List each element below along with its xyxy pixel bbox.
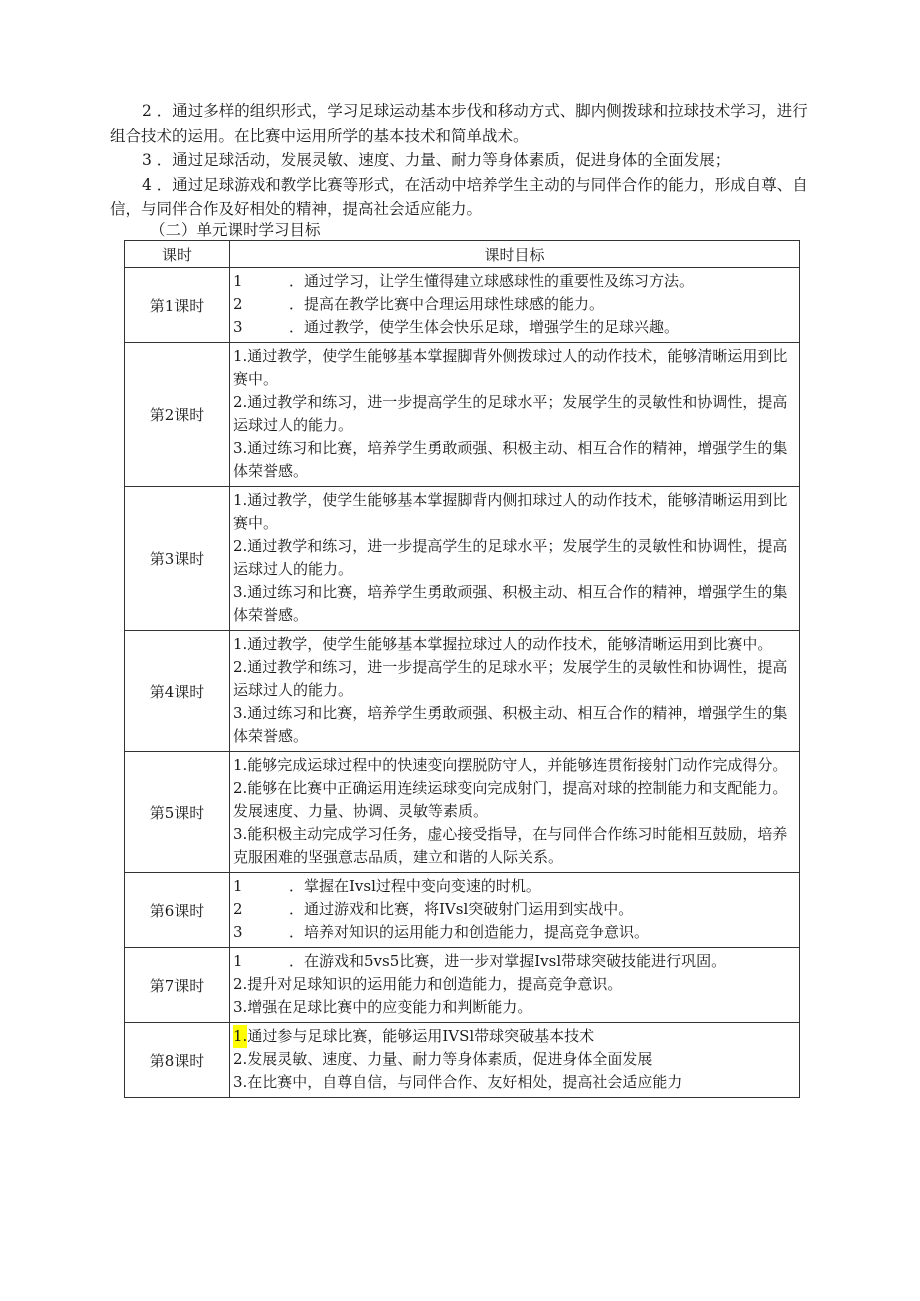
goal-text: ．掌握在Ivsl过程中变向变速的时机。 (289, 877, 541, 895)
goal-text: ．通过学习，让学生懂得建立球感球性的重要性及练习方法。 (289, 272, 695, 290)
goal-item: 1.通过教学，使学生能够基本掌握拉球过人的动作技术，能够清晰运用到比赛中。 (233, 635, 773, 653)
goal-number: 1 (233, 272, 243, 290)
goals-cell (230, 948, 800, 1023)
table-row (125, 1023, 800, 1098)
goal-item: 2.发展灵敏、速度、力量、耐力等身体素质，促进身体全面发展 (233, 1050, 653, 1068)
goal-item: 3.能积极主动完成学习任务，虚心接受指导，在与同伴合作练习时能相互鼓励，培养克服困难的坚强意志品质，建立和谐的人际关系。 (233, 825, 788, 866)
goals-cell (230, 631, 800, 752)
table-body (125, 268, 800, 1098)
goal-item: 2.通过教学和练习，进一步提高学生的足球水平；发展学生的灵敏性和协调性，提高运球过人的能力。 (233, 658, 788, 699)
goal-item (233, 293, 795, 316)
header-goals: 课时目标 (230, 241, 800, 268)
goal-number: 2 (233, 295, 243, 313)
goal-number: 2 (233, 900, 243, 918)
goal-item: 2.能够在比赛中正确运用连续运球变向完成射门，提高对球的控制能力和支配能力。发展速度、力量、协调、灵敏等素质。 (233, 779, 788, 820)
table-row (125, 948, 800, 1023)
table-row (125, 487, 800, 631)
goals-cell (230, 487, 800, 631)
goal-item: 3.通过练习和比赛，培养学生勇敢顽强、积极主动、相互合作的精神，增强学生的集体荣誉感。 (233, 583, 788, 624)
section-title: （二）单元课时学习目标 (150, 221, 321, 239)
goal-item: 3.增强在足球比赛中的应变能力和判断能力。 (233, 998, 533, 1016)
lesson-cell: 第2课时 (125, 343, 230, 487)
goal-text: ．通过游戏和比赛，将IVsl突破射门运用到实战中。 (289, 900, 634, 918)
goals-cell (230, 343, 800, 487)
goal-number: 1 (233, 877, 243, 895)
goals-cell (230, 1023, 800, 1098)
goals-cell (230, 268, 800, 343)
goal-item (233, 875, 795, 898)
goal-item: 2.通过教学和练习，进一步提高学生的足球水平；发展学生的灵敏性和协调性，提高运球过人的能力。 (233, 537, 788, 578)
table-header-row (125, 241, 800, 268)
goal-text: ．提高在教学比赛中合理运用球性球感的能力。 (289, 295, 605, 313)
goal-item: 2.通过教学和练习，进一步提高学生的足球水平；发展学生的灵敏性和协调性，提高运球过人的能力。 (233, 393, 788, 434)
table-row (125, 873, 800, 948)
goal-item: 1.通过教学，使学生能够基本掌握脚背内侧扣球过人的动作技术，能够清晰运用到比赛中。 (233, 491, 788, 532)
goal-item: 3.通过练习和比赛，培养学生勇敢顽强、积极主动、相互合作的精神，增强学生的集体荣誉感。 (233, 704, 788, 745)
goal-number-highlighted: 1. (233, 1025, 247, 1048)
goal-text: ．通过教学，使学生体会快乐足球，增强学生的足球兴趣。 (289, 318, 680, 336)
lesson-cell: 第6课时 (125, 873, 230, 948)
goals-cell (230, 752, 800, 873)
goal-item (233, 316, 795, 339)
goal-item (233, 921, 795, 944)
goal-item (233, 270, 795, 293)
goal-number: 3 (233, 923, 243, 941)
goal-item: 2.提升对足球知识的运用能力和创造能力，提高竞争意识。 (233, 975, 623, 993)
lesson-cell: 第3课时 (125, 487, 230, 631)
table-row (125, 268, 800, 343)
goal-item: 1.通过教学，使学生能够基本掌握脚背外侧拨球过人的动作技术，能够清晰运用到比赛中。 (233, 347, 788, 388)
goal-number: 3 (233, 318, 243, 336)
goal-item (233, 950, 795, 973)
lesson-cell: 第4课时 (125, 631, 230, 752)
goal-number: 1 (233, 952, 243, 970)
table-row (125, 343, 800, 487)
lesson-cell: 第8课时 (125, 1023, 230, 1098)
goal-item (233, 1025, 795, 1048)
goal-item: 3.通过练习和比赛，培养学生勇敢顽强、积极主动、相互合作的精神，增强学生的集体荣誉感。 (233, 439, 788, 480)
header-lesson: 课时 (125, 241, 230, 268)
lesson-goals-table (124, 240, 800, 1098)
goals-cell (230, 873, 800, 948)
goal-item (233, 898, 795, 921)
intro-paragraph-3: 3 ．通过足球活动，发展灵敏、速度、力量、耐力等身体素质，促进身体的全面发展； (142, 151, 731, 169)
intro-paragraphs (110, 99, 810, 222)
table-row (125, 631, 800, 752)
lesson-cell: 第1课时 (125, 268, 230, 343)
goal-text: ．在游戏和5vs5比赛，进一步对掌握Ivsl带球突破技能进行巩固。 (289, 952, 727, 970)
intro-paragraph-4: 4 ．通过足球游戏和教学比赛等形式，在活动中培养学生主动的与同伴合作的能力，形成自尊、自信，与同伴合作及好相处的精神，提高社会适应能力。 (110, 175, 808, 218)
goal-item: 1.能够完成运球过程中的快速变向摆脱防守人，并能够连贯衔接射门动作完成得分。 (233, 756, 788, 774)
lesson-cell: 第7课时 (125, 948, 230, 1023)
intro-paragraph-2: 2 ．通过多样的组织形式，学习足球运动基本步伐和移动方式、脚内侧拨球和拉球技术学习，进行组合技术的运用。在比赛中运用所学的基本技术和简单战术。 (110, 102, 808, 145)
lesson-cell: 第5课时 (125, 752, 230, 873)
table-row (125, 752, 800, 873)
goal-text: ．培养对知识的运用能力和创造能力，提高竞争意识。 (289, 923, 650, 941)
goal-item: 3.在比赛中，自尊自信，与同伴合作、友好相处，提高社会适应能力 (233, 1073, 683, 1091)
goal-text: 通过参与足球比赛，能够运用IVSl带球突破基本技术 (247, 1027, 595, 1045)
